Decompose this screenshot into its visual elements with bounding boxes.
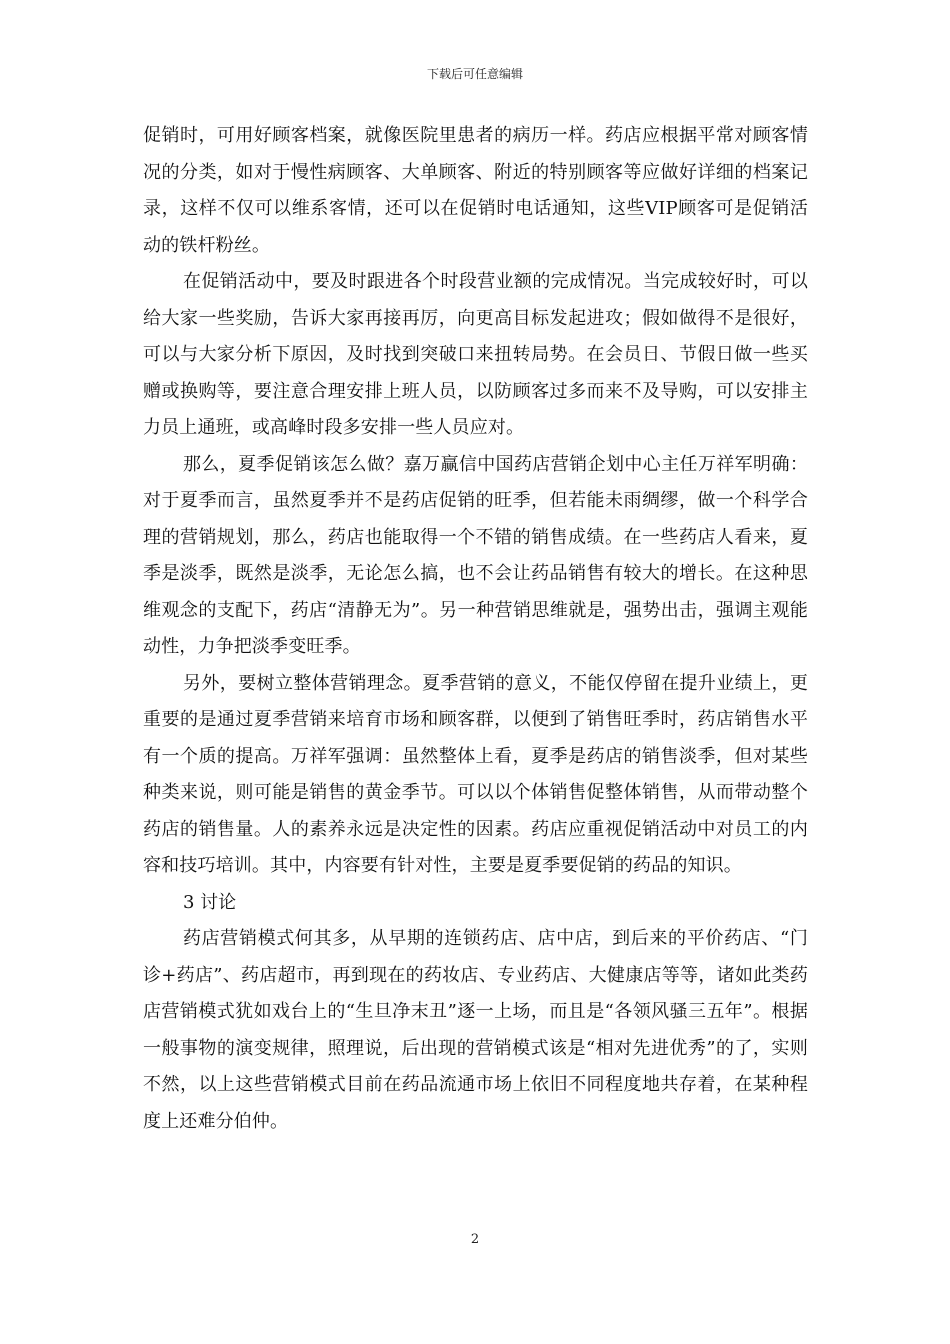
paragraph-summer-promotion: 那么，夏季促销该怎么做？嘉万赢信中国药店营销企划中心主任万祥军明确：对于夏季而言，虽然夏季并不是药店促销的旺季，但若能未雨绸缪，做一个科学合理的营销规划，那么，药店也能取得一个不错的销售成绩。在一些药店人看来，夏季是淡季，既然是淡季，无论怎么搞，也不会让药品销售有较大的增长。在这种思维观念的支配下，药店“清静无为”。另一种营销思维就是，强势出击，强调主观能动性，力争把淡季变旺季。 xyxy=(143,453,808,657)
document-body xyxy=(143,118,808,1140)
paragraph-discussion: 药店营销模式何其多，从早期的连锁药店、店中店，到后来的平价药店、“门诊+药店”、药店超市，再到现在的药妆店、专业药店、大健康店等等，诸如此类药店营销模式犹如戏台上的“生旦净末丑”逐一上场，而且是“各领风骚三五年”。根据一般事物的演变规律，照理说，后出现的营销模式该是“相对先进优秀”的了，实则不然，以上这些营销模式目前在药品流通市场上依旧不同程度地共存着，在某种程度上还难分伯仲。 xyxy=(143,928,808,1132)
paragraph-continued: 促销时，可用好顾客档案，就像医院里患者的病历一样。药店应根据平常对顾客情况的分类，如对于慢性病顾客、大单顾客、附近的特别顾客等应做好详细的档案记录，这样不仅可以维系客情，还可以在促销时电话通知，这些VIP顾客可是促销活动的铁杆粉丝。 xyxy=(143,125,808,256)
section-heading: 3 讨论 xyxy=(183,891,237,913)
page-number: 2 xyxy=(470,1232,480,1247)
paragraph-integrated-marketing: 另外，要树立整体营销理念。夏季营销的意义，不能仅停留在提升业绩上，更重要的是通过夏季营销来培育市场和顾客群，以便到了销售旺季时，药店销售水平有一个质的提高。万祥军强调：虽然整体上看，夏季是药店的销售淡季，但对某些种类来说，则可能是销售的黄金季节。可以以个体销售促整体销售，从而带动整个药店的销售量。人的素养永远是决定性的因素。药店应重视促销活动中对员工的内容和技巧培训。其中，内容要有针对性，主要是夏季要促销的药品的知识。 xyxy=(143,672,808,876)
page-header: 下载后可任意编辑 xyxy=(426,67,523,81)
paragraph-sales-tracking: 在促销活动中，要及时跟进各个时段营业额的完成情况。当完成较好时，可以给大家一些奖励，告诉大家再接再厉，向更高目标发起进攻；假如做得不是很好，可以与大家分析下原因，及时找到突破口来扭转局势。在会员日、节假日做一些买赠或换购等，要注意合理安排上班人员，以防顾客过多而来不及导购，可以安排主力员上通班，或高峰时段多安排一些人员应对。 xyxy=(143,271,808,438)
